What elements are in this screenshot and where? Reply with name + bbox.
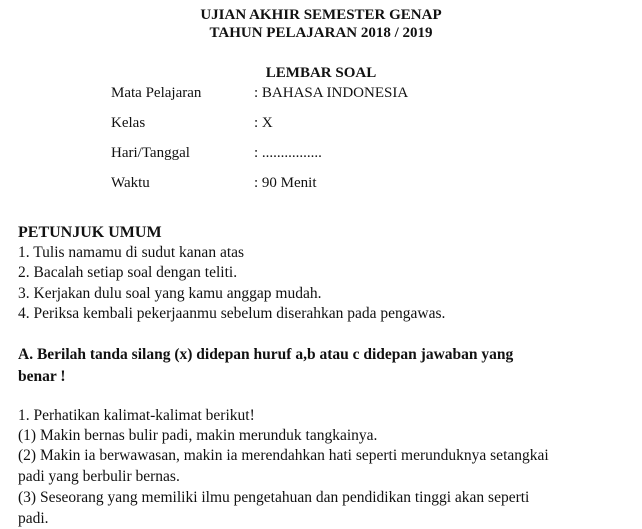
instruction-item-3: 3. Kerjakan dulu soal yang kamu anggap mudah.	[18, 285, 322, 302]
subject-value: : BAHASA INDONESIA	[254, 85, 409, 101]
sheet-title: LEMBAR SOAL	[265, 65, 377, 81]
general-instructions-heading: PETUNJUK UMUM	[18, 224, 162, 241]
date-label: Hari/Tanggal	[111, 145, 190, 161]
question-1-sentence-3b: padi.	[18, 510, 49, 527]
question-1-sentence-1: (1) Makin bernas bulir padi, makin merunduk tangkainya.	[18, 427, 378, 444]
instruction-item-2: 2. Bacalah setiap soal dengan teliti.	[18, 264, 238, 281]
academic-year: TAHUN PELAJARAN 2018 / 2019	[209, 25, 433, 41]
date-value: : ................	[254, 145, 322, 161]
question-1-sentence-2a: (2) Makin ia berwawasan, makin ia merendahkan hati seperti merunduknya setangkai	[18, 447, 549, 464]
section-a-instruction-line-1: A. Berilah tanda silang (x) didepan huruf a,b atau c didepan jawaban yang	[18, 346, 514, 363]
question-1-sentence-2b: padi yang berbulir bernas.	[18, 468, 180, 485]
class-label: Kelas	[111, 115, 146, 131]
section-a-instruction-line-2: benar !	[18, 368, 66, 385]
class-value: : X	[254, 115, 273, 131]
time-value: : 90 Menit	[254, 175, 317, 191]
instruction-item-1: 1. Tulis namamu di sudut kanan atas	[18, 244, 245, 261]
question-1-prompt: 1. Perhatikan kalimat-kalimat berikut!	[18, 407, 255, 424]
time-label: Waktu	[111, 175, 150, 191]
subject-label: Mata Pelajaran	[111, 85, 202, 101]
exam-title: UJIAN AKHIR SEMESTER GENAP	[200, 7, 442, 23]
question-1-sentence-3a: (3) Seseorang yang memiliki ilmu pengetahuan dan pendidikan tinggi akan seperti	[18, 489, 530, 506]
instruction-item-4: 4. Periksa kembali pekerjaanmu sebelum diserahkan pada pengawas.	[18, 305, 446, 322]
